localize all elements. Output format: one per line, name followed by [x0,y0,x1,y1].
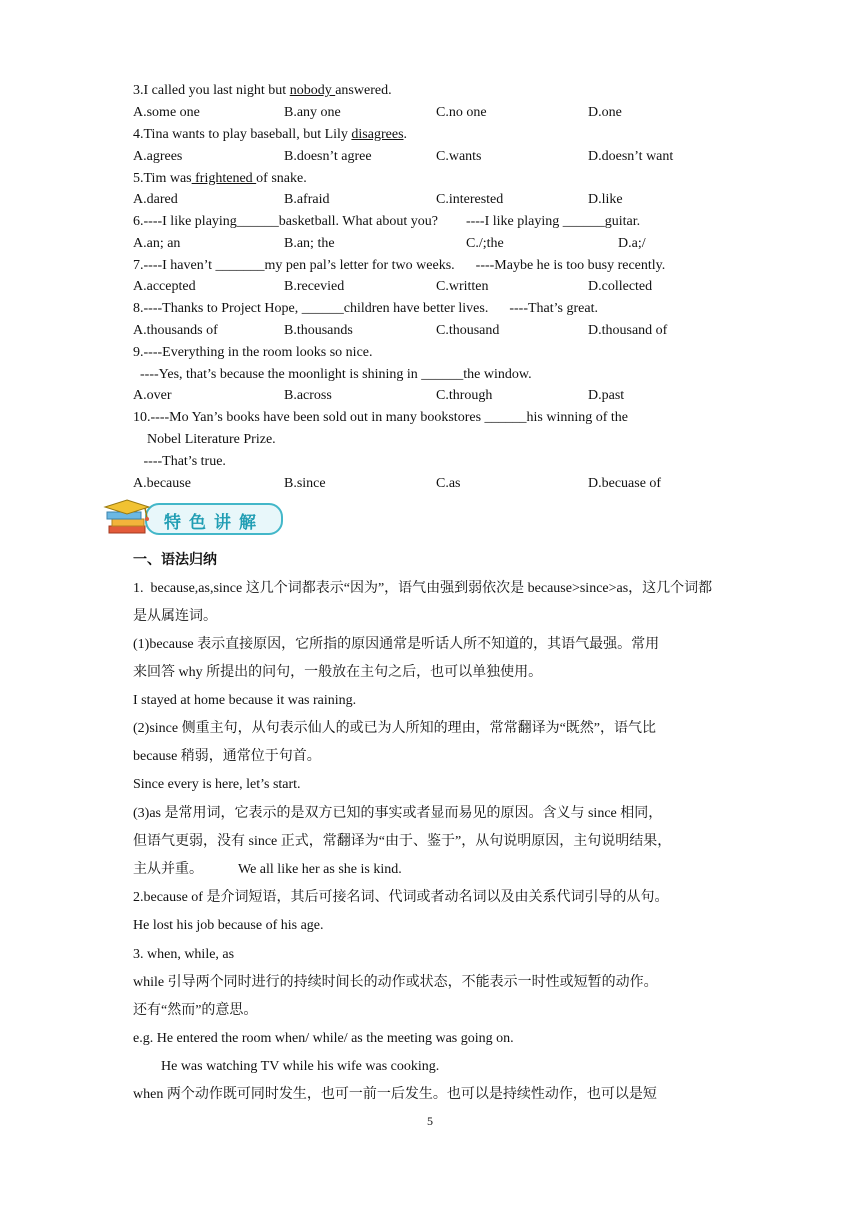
banner-title: 特色讲解 [164,513,264,533]
q8-option-a: A.thousands of [133,323,218,338]
text-line: 但语气更弱，没有 since 正式，常翻译为“由于、鉴于”，从句说明原因，主句说明结果， [133,834,672,849]
section-heading: 一、语法归纳 [133,553,217,568]
example-sentence: e.g. He entered the room when/ while/ as the meeting was going on. [133,1031,514,1046]
text-line: (3)as 是常用词，它表示的是双方已知的事实或者显而易见的原因。含义与 since 相同， [133,806,663,821]
example-sentence: Since every is here, let’s start. [133,777,301,792]
q7-option-c: C.written [436,279,489,294]
q10-option-a: A.because [133,476,191,491]
text-line: 还有“然而”的意思。 [133,1003,258,1018]
q4-option-d: D.doesn’t want [588,149,674,164]
question-10-stem: 10.----Mo Yan’s books have been sold out in many bookstores ______his winning of the [133,410,629,425]
text-line: when 两个动作既可同时发生，也可一前一后发生。也可以是持续性动作，也可以是短 [133,1087,657,1102]
q7-option-d: D.collected [588,279,653,294]
text-line: 3. when, while, as [133,947,235,962]
question-8-stem: 8.----Thanks to Project Hope, ______children have better lives. ----That’s great. [133,301,598,316]
q9-option-d: D.past [588,388,625,403]
section-banner [103,499,283,537]
q4-option-c: C.wants [436,149,482,164]
text-line: 是从属连词。 [133,609,217,624]
graduation-cap-books-icon [103,499,159,537]
question-3-stem: 3.I called you last night but nobody answered. [133,83,392,98]
q4-option-a: A.agrees [133,149,183,164]
question-9-stem: 9.----Everything in the room looks so nice. [133,345,373,360]
q7-option-b: B.recevied [284,279,345,294]
question-5-stem: 5.Tim was frightened of snake. [133,171,307,186]
q10-option-d: D.becuase of [588,476,662,491]
example-sentence: He was watching TV while his wife was cooking. [133,1059,440,1074]
q3-option-a: A.some one [133,105,200,120]
q9-option-c: C.through [436,388,493,403]
page-number: 5 [427,1114,433,1128]
q5-option-d: D.like [588,192,623,207]
q6-option-b: B.an; the [284,236,335,251]
q8-option-c: C.thousand [436,323,500,338]
text-line: (2)since 侧重主句，从句表示仙人的或已为人所知的理由，常常翻译为“既然”，语气比 [133,721,657,736]
question-4-stem: 4.Tina wants to play baseball, but Lily disagrees. [133,127,408,142]
example-sentence: He lost his job because of his age. [133,918,324,933]
question-10-stem-line3: ----That’s true. [133,454,226,469]
q8-option-d: D.thousand of [588,323,668,338]
question-10-stem-line2: Nobel Literature Prize. [133,432,276,447]
question-7-stem: 7.----I haven’t _______my pen pal’s letter for two weeks. ----Maybe he is too busy recently. [133,258,666,273]
q3-option-c: C.no one [436,105,487,120]
question-9-stem-line2: ----Yes, that’s because the moonlight is shining in ______the window. [133,367,532,382]
q6-option-a: A.an; an [133,236,181,251]
q7-option-a: A.accepted [133,279,196,294]
text-line: because 稍弱，通常位于句首。 [133,749,321,764]
q5-option-c: C.interested [436,192,504,207]
q3-option-d: D.one [588,105,622,120]
q6-option-d: D.a;/ [618,236,646,251]
text-line: 2.because of 是介词短语，其后可接名词、代词或者动名词以及由关系代词引导的从句。 [133,890,669,905]
q9-option-b: B.across [284,388,332,403]
q9-option-a: A.over [133,388,172,403]
q6-option-c: C./;the [466,236,504,251]
text-line: 1. because,as,since 这几个词都表示“因为”，语气由强到弱依次是 because>since>as，这几个词都 [133,581,713,596]
q8-option-b: B.thousands [284,323,353,338]
question-6-stem: 6.----I like playing______basketball. What about you? ----I like playing ______guitar. [133,214,641,229]
q4-option-b: B.doesn’t agree [284,149,372,164]
example-sentence: I stayed at home because it was raining. [133,693,357,708]
text-line: 来回答 why 所提出的问句，一般放在主句之后，也可以单独使用。 [133,665,543,680]
banner-pill [145,503,283,535]
q10-option-c: C.as [436,476,461,491]
text-line: (1)because 表示直接原因，它所指的原因通常是听话人所不知道的，其语气最强。常用 [133,637,660,652]
q5-option-b: B.afraid [284,192,330,207]
text-line: while 引导两个同时进行的持续时间长的动作或状态，不能表示一时性或短暂的动作。 [133,975,658,990]
text-line: 主从并重。 We all like her as she is kind. [133,862,402,877]
q5-option-a: A.dared [133,192,178,207]
q10-option-b: B.since [284,476,326,491]
q3-option-b: B.any one [284,105,341,120]
